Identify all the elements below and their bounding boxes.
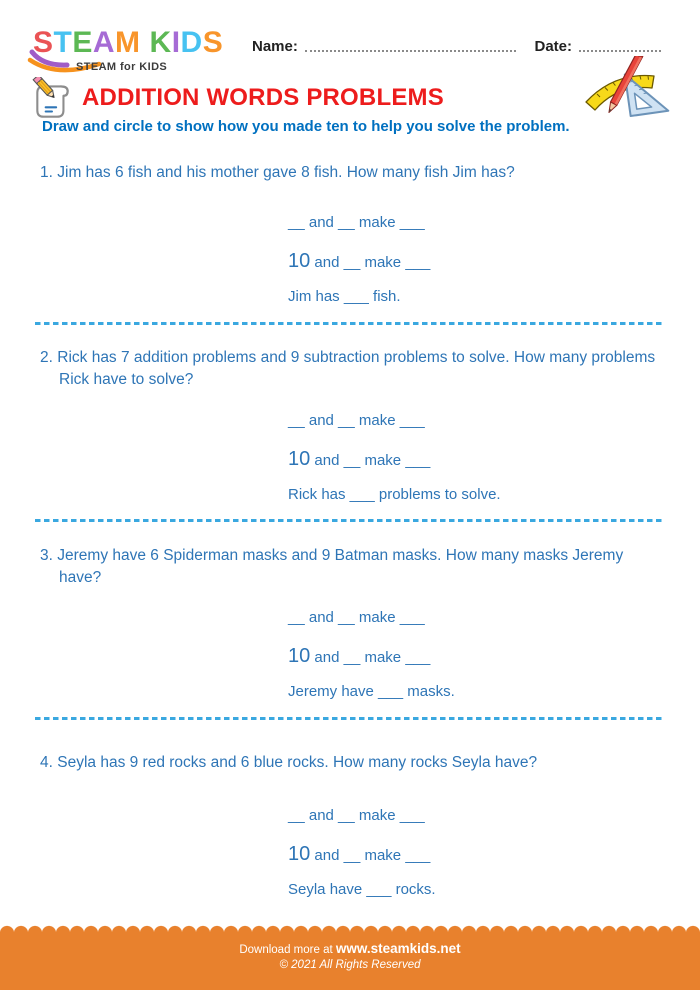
answer-sentence: Rick has ___ problems to solve. <box>288 486 501 503</box>
footer-download-prefix: Download more at <box>239 944 333 956</box>
ten-plus-rest: and __ make ___ <box>314 847 431 864</box>
footer-website-url: www.steamkids.net <box>335 941 461 956</box>
answer-block-1 <box>288 212 430 307</box>
answer-sentence: Seyla have ___ rocks. <box>288 881 436 898</box>
ten-plus-rest: and __ make ___ <box>314 452 431 469</box>
answer-block-4 <box>288 805 436 900</box>
answer-line-ten-plus <box>288 644 455 668</box>
problem-number: 3. <box>40 547 53 564</box>
ten-number: 10 <box>288 250 311 272</box>
problem-statement-3 <box>40 545 657 588</box>
footer-band <box>0 932 700 990</box>
problem-text: Jeremy have 6 Spiderman masks and 9 Batman masks. How many masks Jeremy have? <box>57 547 624 586</box>
answer-line-make-ten: __ and __ make ___ <box>288 807 425 824</box>
problem-statement-4 <box>40 752 657 774</box>
problem-text: Seyla has 9 red rocks and 6 blue rocks. How many rocks Seyla have? <box>57 754 538 771</box>
problem-number: 2. <box>40 349 53 366</box>
ruler-pencil-triangle-illustration <box>582 56 672 124</box>
date-fill-line[interactable] <box>579 48 661 52</box>
dashed-separator <box>35 717 665 720</box>
footer-copyright: © 2021 All Rights Reserved <box>279 959 421 971</box>
problem-statement-2 <box>40 347 657 390</box>
answer-block-2 <box>288 410 501 505</box>
ten-number: 10 <box>288 448 311 470</box>
footer-download-line <box>0 932 700 956</box>
pencil-paper-icon <box>30 77 76 123</box>
ten-plus-rest: and __ make ___ <box>314 254 431 271</box>
answer-line-ten-plus <box>288 842 436 866</box>
answer-line-ten-plus <box>288 447 501 471</box>
logo-letter: E <box>72 26 93 59</box>
logo-letter: S <box>202 26 224 59</box>
problem-text: Rick has 7 addition problems and 9 subtraction problems to solve. How many problems Rick have to solve? <box>57 349 656 388</box>
name-fill-line[interactable] <box>305 48 517 52</box>
answer-block-3 <box>288 607 455 702</box>
ten-plus-rest: and __ make ___ <box>314 649 431 666</box>
logo-letter: M <box>115 26 141 59</box>
answer-line-make-ten: __ and __ make ___ <box>288 412 425 429</box>
answer-line-ten-plus <box>288 249 430 273</box>
dashed-separator <box>35 322 665 325</box>
answer-line-make-ten: __ and __ make ___ <box>288 609 425 626</box>
logo-word-kids <box>150 26 224 59</box>
answer-sentence: Jeremy have ___ masks. <box>288 683 455 700</box>
problem-text: Jim has 6 fish and his mother gave 8 fish. How many fish Jim has? <box>57 164 515 181</box>
logo-tagline: STEAM for KIDS <box>76 61 168 73</box>
logo-letter: T <box>53 26 73 59</box>
problem-statement-1 <box>40 162 657 184</box>
logo-letter: I <box>171 26 181 59</box>
worksheet-instruction: Draw and circle to show how you made ten to help you solve the problem. <box>42 118 570 135</box>
logo-letter: K <box>149 26 172 59</box>
problem-number: 1. <box>40 164 53 181</box>
logo-letter: S <box>33 26 54 59</box>
problem-number: 4. <box>40 754 53 771</box>
date-label: Date: <box>534 38 572 55</box>
ten-number: 10 <box>288 645 311 667</box>
dashed-separator <box>35 519 665 522</box>
answer-line-make-ten: __ and __ make ___ <box>288 214 425 231</box>
name-date-row <box>252 33 665 55</box>
answer-sentence: Jim has ___ fish. <box>288 288 401 305</box>
logo-letter: A <box>92 26 116 59</box>
page-title: ADDITION WORDS PROBLEMS <box>82 84 444 111</box>
name-label: Name: <box>252 38 298 55</box>
ten-number: 10 <box>288 843 311 865</box>
logo-letter: D <box>180 26 203 59</box>
